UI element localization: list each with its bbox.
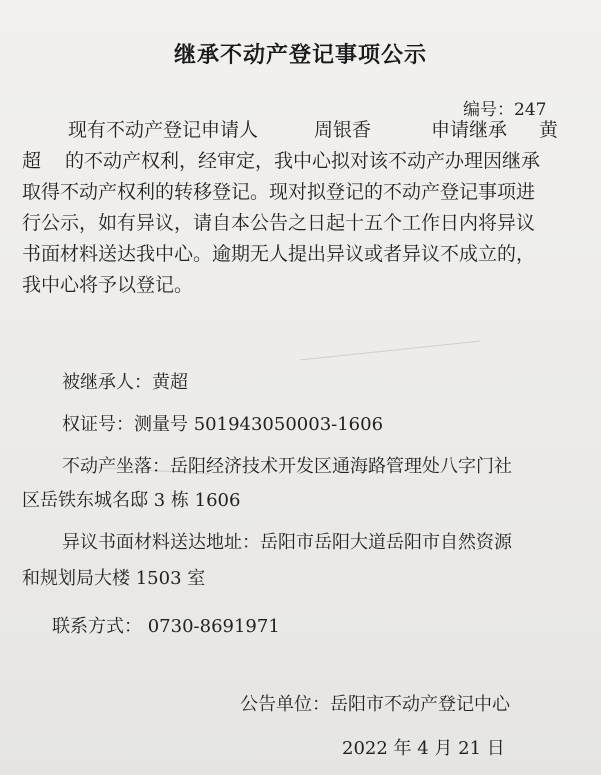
- objection-address-line-2: 和规划局大楼 1503 室: [22, 568, 206, 589]
- contact-field: 联系方式： 0730-8691971: [52, 616, 280, 637]
- decedent-given-name: 超: [22, 150, 42, 172]
- page-title: 继承不动产登记事项公示: [173, 43, 427, 68]
- issuer: 公告单位：岳阳市不动产登记中心: [240, 694, 510, 715]
- body-text: 申请继承: [431, 119, 508, 141]
- document-number: 编号：247: [463, 100, 547, 120]
- body-line-4: 行公示，如有异议，请自本公告之日起十五个工作日内将异议: [22, 212, 536, 234]
- body-line-1: [22, 115, 587, 146]
- body-text: 现有不动产登记申请人: [68, 119, 259, 141]
- location-field-line-1: 不动产坐落：岳阳经济技术开发区通海路管理处八字门社: [62, 456, 512, 477]
- body-line-6: 我中心将予以登记。: [22, 274, 194, 296]
- applicant-name: 周银香: [314, 119, 372, 141]
- decedent-field: 被继承人：黄超: [62, 372, 188, 393]
- issue-date: 2022 年 4 月 21 日: [342, 738, 505, 759]
- paper-crease: [300, 341, 479, 361]
- location-field-line-2: 区岳铁东城名邸 3 栋 1606: [22, 490, 241, 511]
- decedent-surname: 黄: [539, 119, 559, 141]
- body-line-3: 取得不动产权利的转移登记。现对拟登记的不动产登记事项进: [22, 181, 536, 203]
- certificate-field: 权证号：测量号 501943050003-1606: [62, 414, 384, 435]
- body-text: 的不动产权利，经审定，我中心拟对该不动产办理因继承: [65, 150, 541, 172]
- objection-address-line-1: 异议书面材料送达地址：岳阳市岳阳大道岳阳市自然资源: [62, 532, 512, 553]
- notice-body: [22, 115, 587, 301]
- body-line-2: [22, 146, 587, 177]
- body-line-5: 书面材料送达我中心。逾期无人提出异议或者异议不成立的，: [22, 243, 536, 265]
